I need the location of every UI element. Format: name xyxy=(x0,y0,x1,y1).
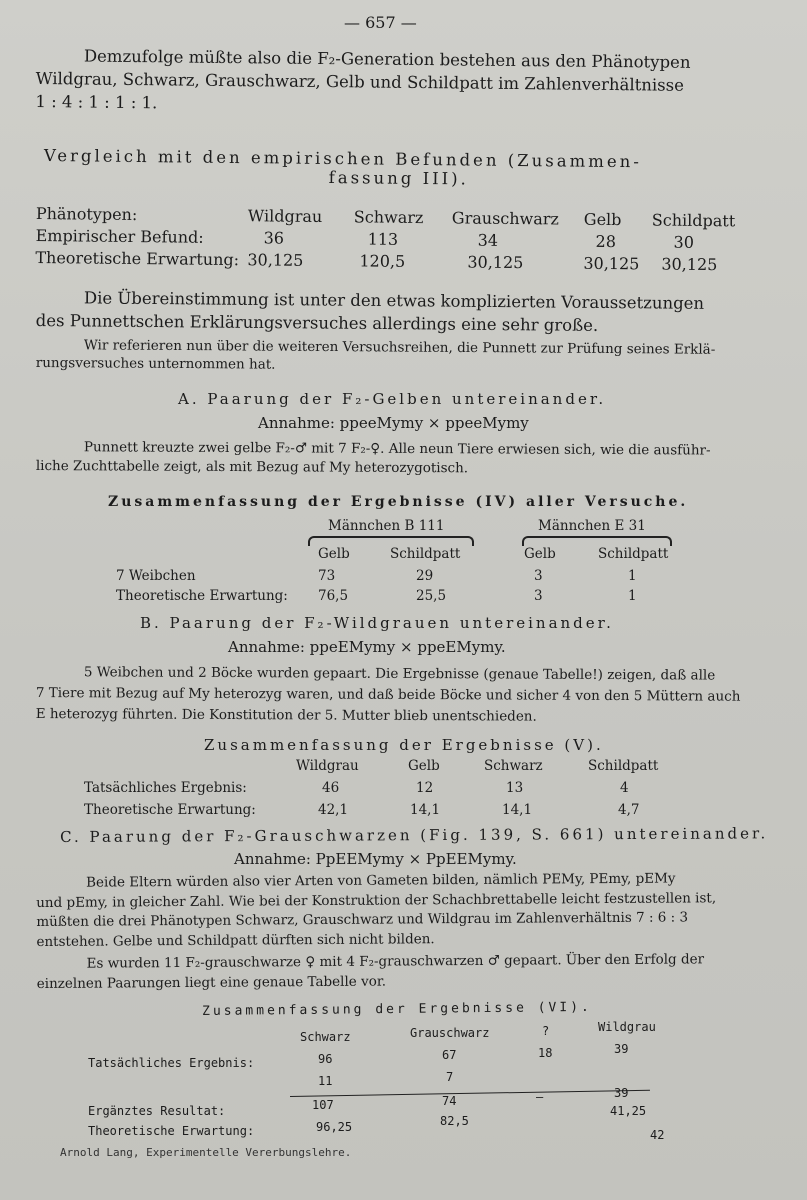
section-a-text xyxy=(36,438,711,480)
cell: 30 xyxy=(673,232,695,252)
table-vi-row-3-label: Theoretische Erwartung: xyxy=(88,1124,255,1138)
table-v-col: Schildpatt xyxy=(588,758,659,774)
table-v-row-1-label: Tatsächliches Ergebnis: xyxy=(84,780,247,796)
col-header: Schildpatt xyxy=(651,209,736,230)
note-line-1: Wir referieren nun über die weiteren Versuchsreihen, die Punnett zur Prüfung seines Erklä- xyxy=(83,337,716,358)
intro-line-3: 1 : 4 : 1 : 1 : 1. xyxy=(35,91,158,113)
table-v-title: Zusammenfassung der Ergebnisse (V). xyxy=(204,736,604,754)
intro-line-1: Demzufolge müßte also die F₂-Generation bestehen aus den Phänotypen xyxy=(83,46,691,72)
table-vi-row-2-label: Ergänztes Resultat: xyxy=(88,1104,226,1118)
table-v-cell: 42,1 xyxy=(318,802,349,818)
table-vi-title: Zusammenfassung der Ergebnisse (VI). xyxy=(202,999,592,1019)
cell: 30,125 xyxy=(583,253,640,273)
row-label-phaenotypen: Phänotypen: xyxy=(35,203,138,224)
table-vi-cell: 96,25 xyxy=(316,1120,353,1134)
table-vi-col: Grauschwarz xyxy=(410,1026,490,1040)
table-v-cell: 4,7 xyxy=(618,802,640,818)
col-header: Grauschwarz xyxy=(451,207,560,228)
table-v-cell: 14,1 xyxy=(410,802,441,818)
section-c-annahme: Annahme: PpEEMymy × PpEEMymy. xyxy=(234,850,517,868)
section-a-annahme: Annahme: ppeeMymy × ppeeMymy xyxy=(258,414,529,432)
note-line-2: rungsversuches unternommen hat. xyxy=(35,354,276,373)
section-c-line-2: und pEmy, in gleicher Zahl. Wie bei der Konstruktion der Schachbrettabelle leicht festzustellen ist, xyxy=(36,889,717,911)
conclusion-line-1: Die Übereinstimmung ist unter den etwas komplizierten Voraussetzungen xyxy=(83,288,705,313)
table-v-cell: 13 xyxy=(506,780,524,796)
table-iv-cell: 29 xyxy=(416,568,434,584)
table-vi-cell: 82,5 xyxy=(440,1114,469,1128)
section-c-line-5: Es wurden 11 F₂-grauschwarze ♀ mit 4 F₂-grauschwarzen ♂ gepaart. Über den Erfolg der xyxy=(86,951,705,972)
section-c-line-3: müßten die drei Phänotypen Schwarz, Grauschwarz und Wildgrau im Zahlenverhältnis 7 : 6 : 3 xyxy=(36,909,689,930)
brace-group-2 xyxy=(522,536,672,546)
col-header: Schwarz xyxy=(353,206,424,227)
col-header: Wildgrau xyxy=(247,205,323,226)
table-v-cell: 12 xyxy=(416,780,434,796)
col-header: Gelb xyxy=(583,209,622,229)
table-iv-row-2-label: Theoretische Erwartung: xyxy=(116,588,288,604)
cell: 36 xyxy=(263,227,285,248)
section-b-annahme: Annahme: ppeEMymy × ppeEMymy. xyxy=(228,638,506,656)
section-c-line-4: entstehen. Gelbe und Schildpatt dürften sich nicht bilden. xyxy=(36,930,435,950)
table-v-col: Gelb xyxy=(408,758,440,774)
table-iv-cell: 3 xyxy=(534,588,543,604)
table-vi-col: Wildgrau xyxy=(598,1020,656,1034)
vergleich-title-line-2: fassung III). xyxy=(328,167,469,189)
section-c-line-1: Beide Eltern würden also vier Arten von Gameten bilden, nämlich PEMy, PEmy, pEMy xyxy=(86,870,676,891)
cell: 113 xyxy=(367,228,399,249)
table-vi-cell: 11 xyxy=(318,1074,333,1088)
section-c-text xyxy=(36,869,717,994)
row-label-theoretisch: Theoretische Erwartung: xyxy=(35,247,240,269)
table-iv-cell: 1 xyxy=(628,568,637,584)
table-vi-sum-rule xyxy=(290,1090,650,1097)
table-vi-row-1-label: Tatsächliches Ergebnis: xyxy=(88,1056,255,1070)
footer-citation: Arnold Lang, Experimentelle Vererbungslehre. xyxy=(60,1146,352,1159)
table-v-col: Wildgrau xyxy=(296,758,359,774)
table-vi-cell: 67 xyxy=(442,1048,457,1062)
cell: 120,5 xyxy=(359,250,406,271)
page-number: — 657 — xyxy=(344,13,417,32)
section-b-text xyxy=(36,662,741,729)
note-paragraph xyxy=(36,336,716,377)
table-iv-subcol: Schildpatt xyxy=(390,546,461,562)
section-b-line-3: E heterozyg führten. Die Konstitution der 5. Mutter blieb unentschieden. xyxy=(35,705,537,725)
table-iv-subcol: Schildpatt xyxy=(598,546,669,562)
table-v-row-2-label: Theoretische Erwartung: xyxy=(84,802,256,818)
vergleich-title-line-1: Vergleich mit den empirischen Befunden (Zusammen- xyxy=(43,146,642,172)
section-c-line-6: einzelnen Paarungen liegt eine genaue Tabelle vor. xyxy=(36,973,387,992)
table-vi-col: ? xyxy=(542,1024,550,1038)
table-vergleich xyxy=(35,202,735,275)
section-b-line-2: 7 Tiere mit Bezug auf My heterozyg waren, und daß beide Böcke und sicher 4 von den 5 Müttern auch xyxy=(35,684,741,705)
table-v-col: Schwarz xyxy=(484,758,543,774)
cell: 30,125 xyxy=(247,249,304,270)
conclusion-paragraph xyxy=(36,286,705,338)
table-iv-cell: 3 xyxy=(534,568,543,584)
table-iv-group-1: Männchen B 111 xyxy=(328,518,445,534)
table-vi-cell: 18 xyxy=(538,1046,553,1060)
table-vi-cell: 107 xyxy=(312,1098,334,1112)
table-vi-cell: 39 xyxy=(614,1042,629,1056)
cell: 30,125 xyxy=(661,254,718,274)
cell: 28 xyxy=(595,231,617,251)
table-vi-cell: 96 xyxy=(318,1052,333,1066)
table-vi-cell: 7 xyxy=(446,1070,454,1084)
table-vi-cell: — xyxy=(536,1090,544,1104)
conclusion-line-2: des Punnettschen Erklärungsversuches allerdings eine sehr große. xyxy=(35,310,599,335)
table-vi-cell: 41,25 xyxy=(610,1104,647,1118)
section-a-line-2: liche Zuchttabelle zeigt, als mit Bezug auf My heterozygotisch. xyxy=(35,457,469,477)
table-iv-cell: 73 xyxy=(318,568,336,584)
brace-group-1 xyxy=(308,536,474,546)
table-v-cell: 14,1 xyxy=(502,802,533,818)
table-iv-subcol: Gelb xyxy=(524,546,556,562)
section-a-title: A. Paarung der F₂-Gelben untereinander. xyxy=(178,390,607,408)
table-iv-title: Zusammenfassung der Ergebnisse (IV) aller Versuche. xyxy=(108,494,689,510)
table-vi-cell: 42 xyxy=(650,1128,665,1142)
table-iv-cell: 25,5 xyxy=(416,588,447,604)
table-vi-col: Schwarz xyxy=(300,1030,351,1044)
cell: 34 xyxy=(477,230,499,250)
table-v-cell: 4 xyxy=(620,780,629,796)
table-iv-group-2: Männchen E 31 xyxy=(538,518,646,534)
table-iv-subcol: Gelb xyxy=(318,546,350,562)
table-v-cell: 46 xyxy=(322,780,340,796)
section-b-title: B. Paarung der F₂-Wildgrauen untereinander. xyxy=(140,614,614,632)
section-heading-vergleich xyxy=(44,146,642,190)
table-iv-cell: 76,5 xyxy=(318,588,349,604)
intro-paragraph xyxy=(35,44,690,120)
row-label-empirisch: Empirischer Befund: xyxy=(35,225,204,247)
table-vi-cell: 39 xyxy=(614,1086,629,1100)
section-a-line-1: Punnett kreuzte zwei gelbe F₂-♂ mit 7 F₂-♀. Alle neun Tiere erwiesen sich, wie die ausführ- xyxy=(83,439,711,459)
intro-line-2: Wildgrau, Schwarz, Grauschwarz, Gelb und Schildpatt im Zahlenverhältnisse xyxy=(35,68,684,95)
table-iv-cell: 1 xyxy=(628,588,637,604)
section-b-line-1: 5 Weibchen und 2 Böcke wurden gepaart. Die Ergebnisse (genaue Tabelle!) zeigen, daß alle xyxy=(83,664,716,684)
table-vi-cell: 74 xyxy=(442,1094,457,1108)
section-c-title: C. Paarung der F₂-Grauschwarzen (Fig. 139, S. 661) untereinander. xyxy=(60,824,769,846)
table-iv-row-1-label: 7 Weibchen xyxy=(116,568,196,584)
cell: 30,125 xyxy=(467,252,524,272)
